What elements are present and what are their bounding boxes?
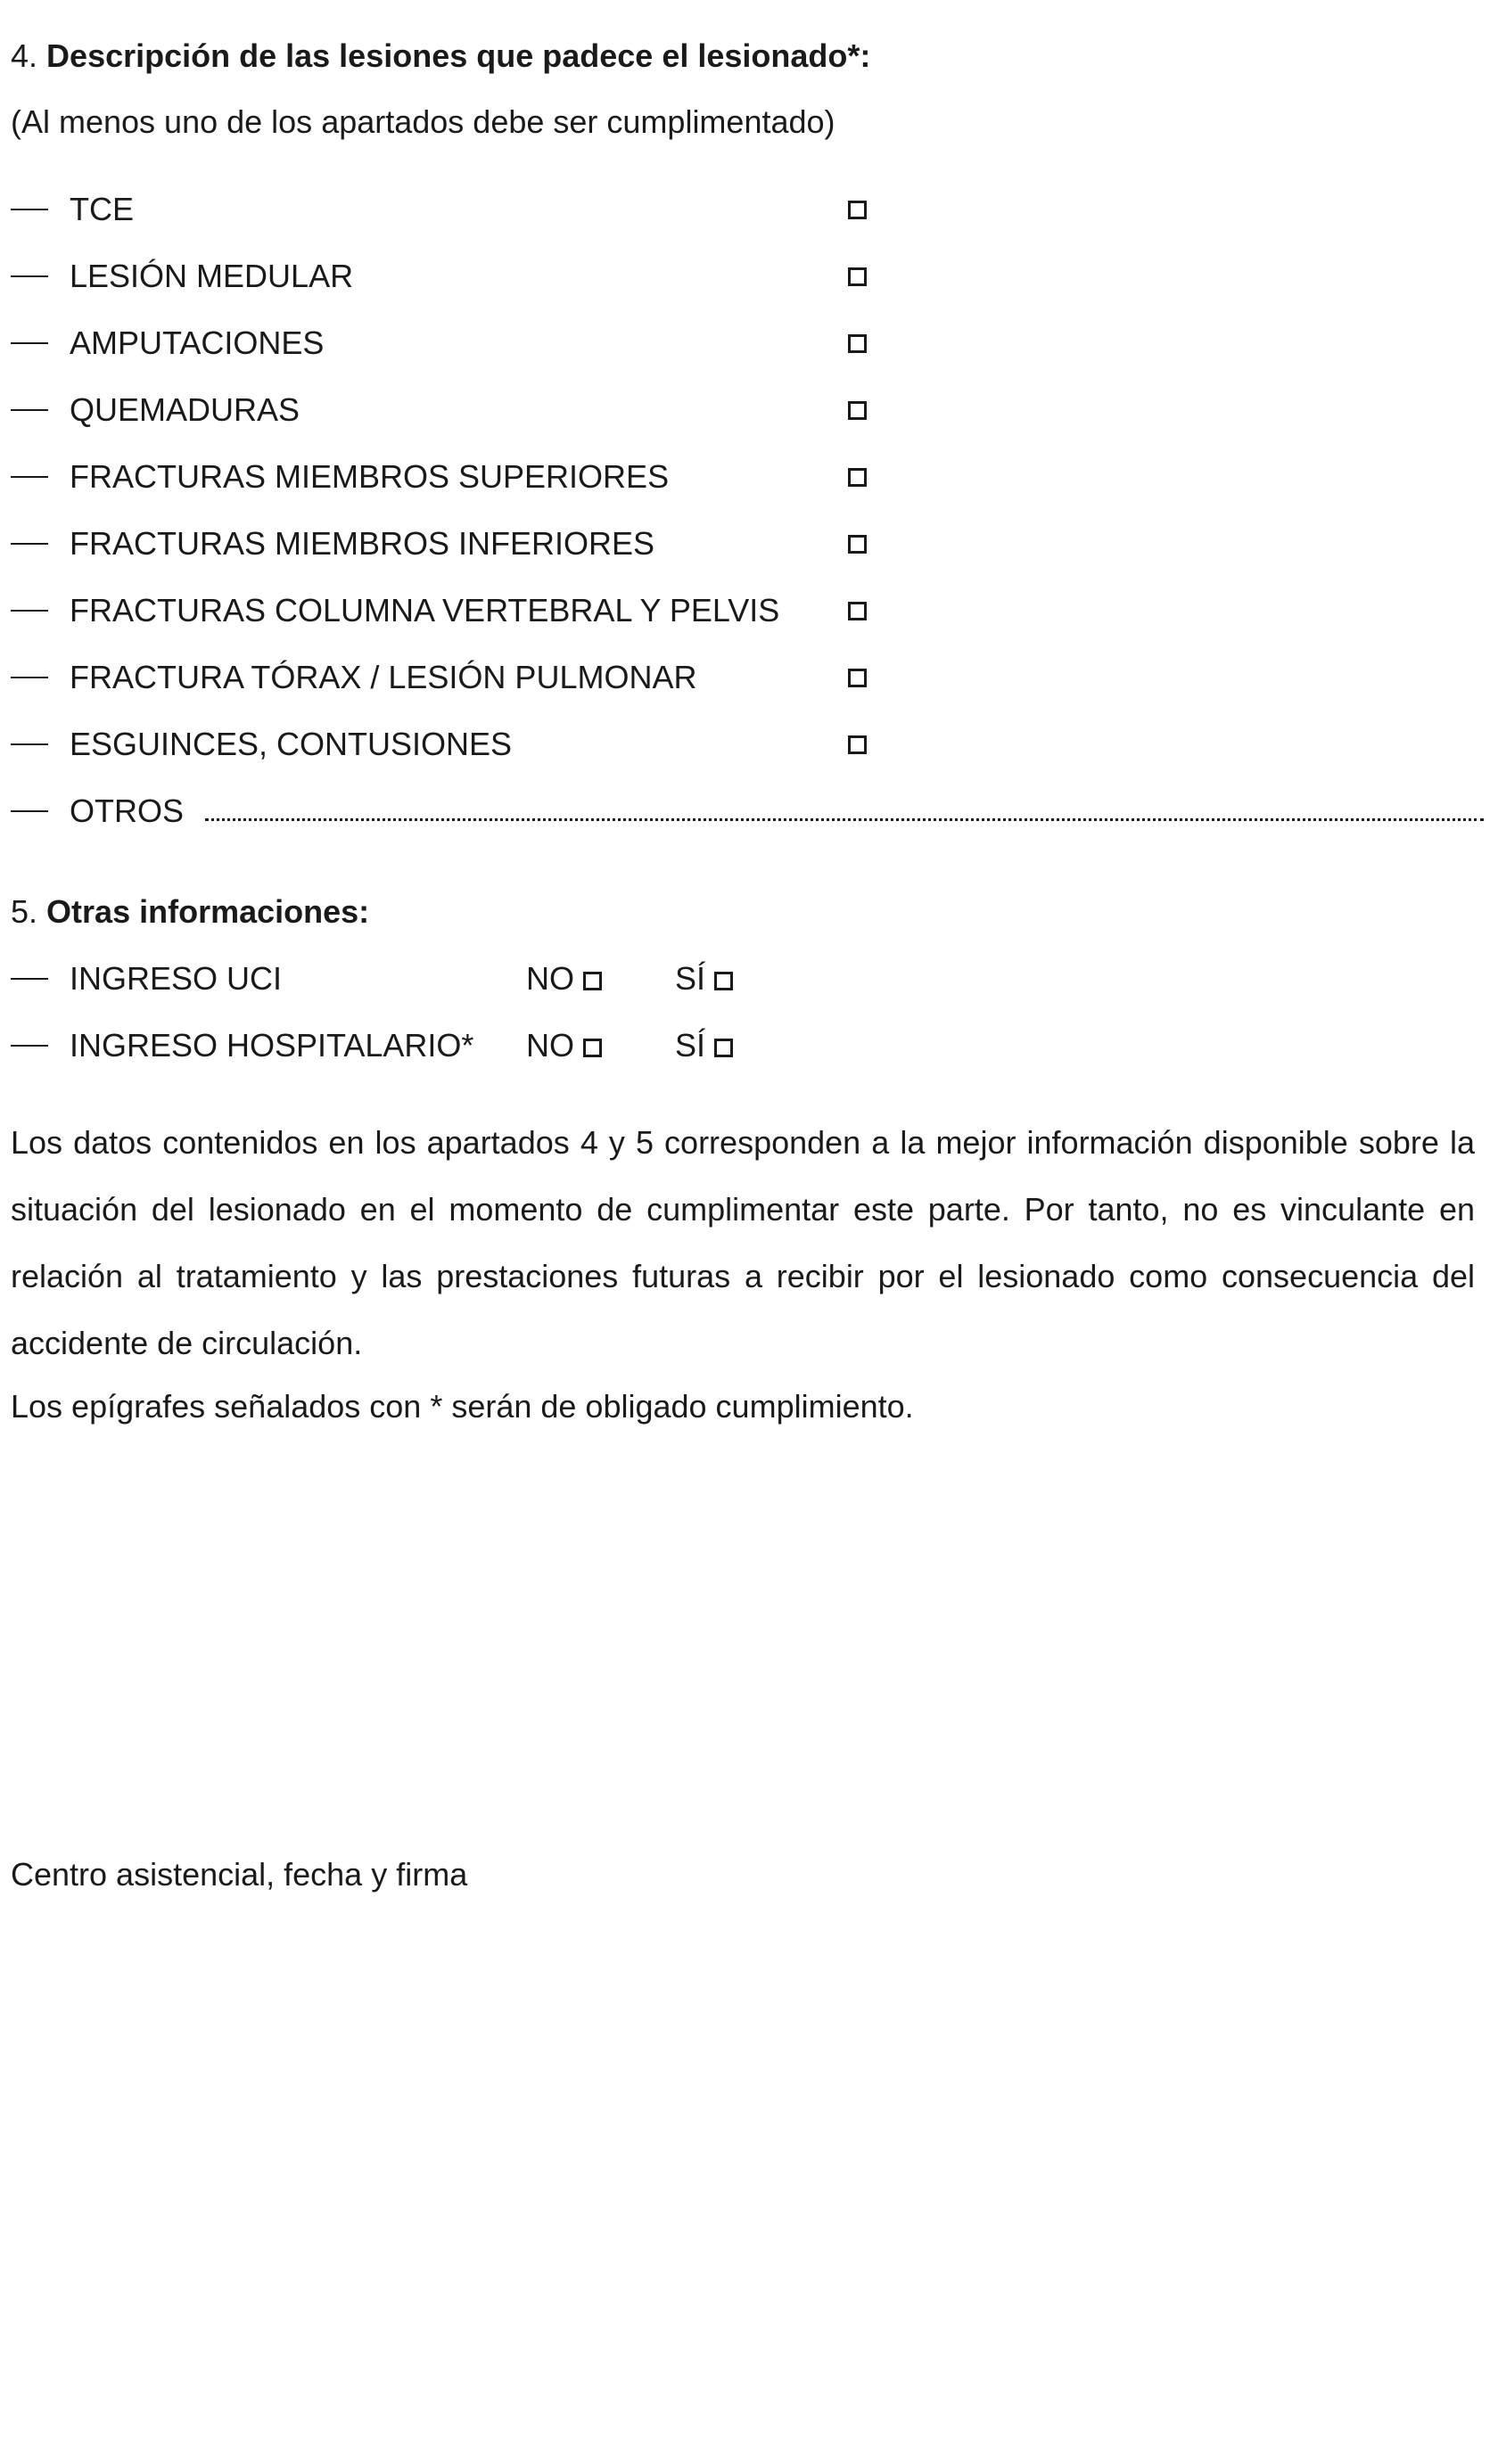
section-4-note: (Al menos uno de los apartados debe ser cumplimentado) [11, 103, 835, 140]
injury-label: LESIÓN MEDULAR [70, 258, 354, 294]
injury-checkbox[interactable] [848, 735, 867, 754]
injury-checkbox[interactable] [848, 401, 867, 420]
disclaimer-paragraph: Los datos contenidos en los apartados 4 y 5 corresponden a la mejor información disponible sobre la situación del lesionado en el momento de cumplimentar este parte. Por tanto, no es vinculante en relación al tratamiento y las prestaciones futuras a recibir por el lesionado como consecuencia del accidente de circulación. [11, 1124, 1475, 1361]
others-label: OTROS [70, 793, 185, 829]
others-fill-line[interactable] [205, 818, 1484, 821]
dash-bullet [11, 209, 48, 210]
yes-option [675, 960, 733, 997]
section-4-title: Descripción de las lesiones que padece el lesionado*: [46, 37, 871, 74]
injury-item [11, 525, 655, 562]
info-row-uci [11, 960, 813, 997]
injury-checkbox[interactable] [848, 334, 867, 353]
injury-item [11, 661, 696, 694]
injury-item [11, 728, 512, 760]
section-4-heading [11, 37, 871, 74]
no-checkbox[interactable] [583, 1039, 602, 1057]
injury-label: TCE [70, 191, 134, 227]
injury-item [11, 324, 325, 361]
injury-label: QUEMADURAS [70, 391, 300, 428]
signature-label: Centro asistencial, fecha y firma [11, 1856, 468, 1893]
injury-label: FRACTURAS MIEMBROS INFERIORES [70, 525, 655, 562]
no-label: NO [526, 960, 574, 997]
dash-bullet [11, 677, 48, 678]
injury-checkbox[interactable] [848, 602, 867, 620]
dash-bullet [11, 610, 48, 612]
yes-label: SÍ [675, 1027, 706, 1064]
no-label: NO [526, 1027, 574, 1064]
mandatory-note: Los epígrafes señalados con * serán de obligado cumplimiento. [11, 1388, 914, 1425]
info-label: INGRESO HOSPITALARIO* [70, 1027, 474, 1064]
section-5-title: Otras informaciones: [46, 893, 370, 930]
dash-bullet [11, 1045, 48, 1047]
injury-item-others [11, 795, 1484, 827]
no-option [526, 1027, 602, 1064]
injury-item [11, 458, 670, 495]
dash-bullet [11, 543, 48, 545]
yes-option [675, 1027, 733, 1064]
injury-checkbox[interactable] [848, 267, 867, 286]
dash-bullet [11, 810, 48, 812]
yes-checkbox[interactable] [714, 1039, 733, 1057]
section-5-number: 5. [11, 893, 38, 930]
injury-checkbox[interactable] [848, 535, 867, 554]
injury-checkbox[interactable] [848, 669, 867, 687]
dash-bullet [11, 342, 48, 344]
yes-checkbox[interactable] [714, 972, 733, 990]
injury-label: FRACTURAS COLUMNA VERTEBRAL Y PELVIS [70, 592, 780, 628]
injury-checkbox[interactable] [848, 468, 867, 487]
dash-bullet [11, 275, 48, 277]
injury-item [11, 193, 134, 226]
injury-label: ESGUINCES, CONTUSIONES [70, 726, 513, 762]
dash-bullet [11, 978, 48, 980]
info-row-hospital [11, 1027, 813, 1064]
no-checkbox[interactable] [583, 972, 602, 990]
injury-checkbox[interactable] [848, 201, 867, 219]
dash-bullet [11, 476, 48, 478]
yes-label: SÍ [675, 960, 706, 997]
injury-item [11, 391, 300, 428]
injury-label: AMPUTACIONES [70, 324, 325, 361]
section-5-heading [11, 893, 370, 930]
injury-label: FRACTURAS MIEMBROS SUPERIORES [70, 458, 670, 495]
injury-item [11, 592, 780, 628]
injury-label: FRACTURA TÓRAX / LESIÓN PULMONAR [70, 659, 697, 695]
no-option [526, 960, 602, 997]
dash-bullet [11, 409, 48, 411]
info-label: INGRESO UCI [70, 960, 283, 997]
section-4-number: 4. [11, 37, 38, 74]
dash-bullet [11, 743, 48, 745]
injury-item [11, 260, 353, 292]
